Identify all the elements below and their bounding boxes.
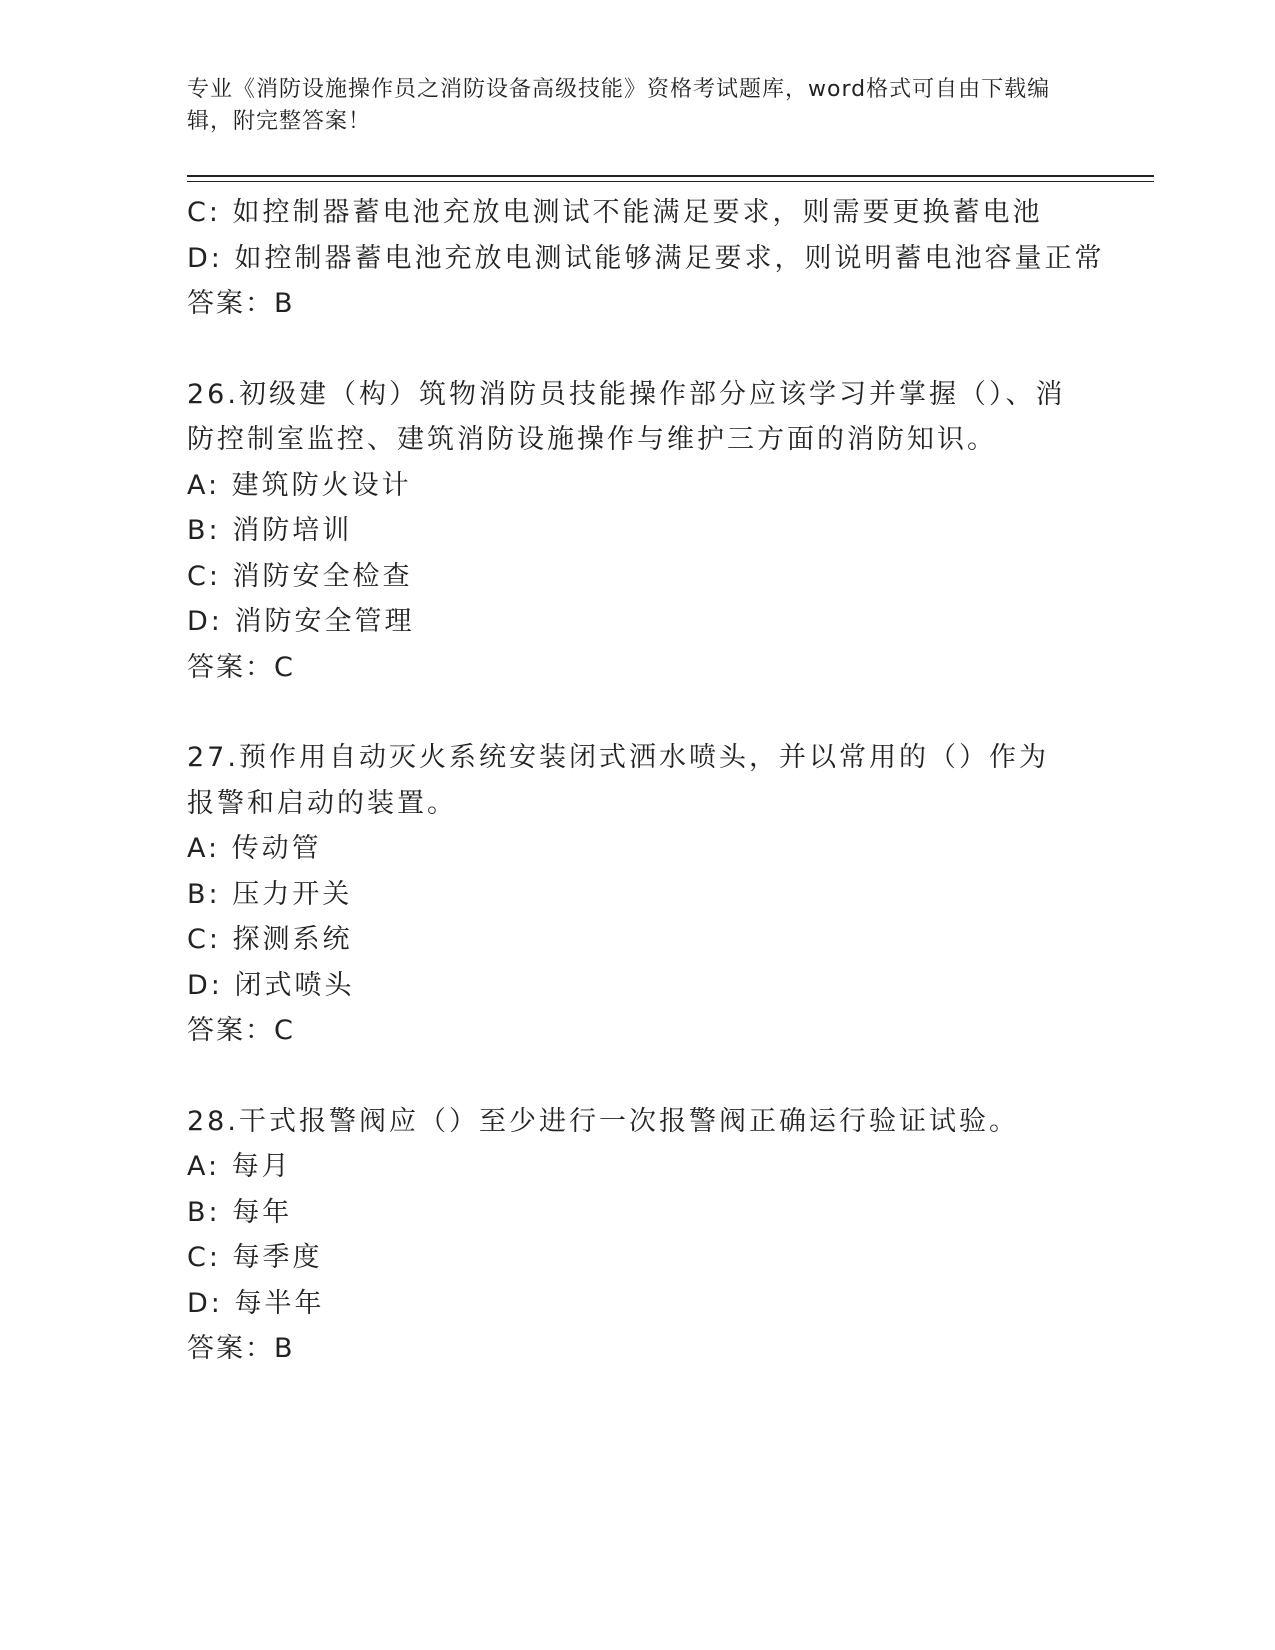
answer-label: 答案：C [187,1015,295,1046]
answer-label: 答案：B [187,288,295,319]
header-rule-thick [187,175,1154,177]
option-a: A: 建筑防火设计 [187,469,412,501]
question-content [187,190,1105,1372]
option-d: D: 闭式喷头 [187,969,355,1001]
option-d: D: 消防安全管理 [187,606,415,637]
option-b: B: 每年 [187,1196,293,1228]
prev-question-block [187,190,1105,327]
header-rule-thin [187,181,1154,182]
question-block-28 [187,1099,1087,1372]
spacer [187,690,1087,735]
answer-label: 答案：B [187,1333,295,1364]
document-header: 专业《消防设施操作员之消防设备高级技能》资格考试题库，word格式可自由下载编辑，附完整答案！ [187,77,1051,134]
question-stem: 26.初级建（构）筑物消防员技能操作部分应该学习并掌握（）、消防控制室监控、建筑消防设施操作与维护三方面的消防知识。 [187,378,1066,455]
option-c: C: 如控制器蓄电池充放电测试不能满足要求，则需要更换蓄电池 [187,197,1043,228]
option-b: B: 压力开关 [187,878,353,910]
option-d: D: 每半年 [187,1287,325,1319]
spacer [187,1054,1087,1099]
option-a: A: 每月 [187,1151,292,1182]
option-a: A: 传动管 [187,833,322,864]
option-d: D: 如控制器蓄电池充放电测试能够满足要求，则说明蓄电池容量正常 [187,242,1105,274]
option-c: C: 探测系统 [187,924,353,955]
question-block-26 [187,372,1087,691]
answer-label: 答案：C [187,651,295,683]
question-stem: 28.干式报警阀应（）至少进行一次报警阀正确运行验证试验。 [187,1105,1019,1137]
question-block-27 [187,735,1087,1054]
option-c: C: 每季度 [187,1242,323,1273]
spacer [187,327,1087,372]
option-b: B: 消防培训 [187,515,353,546]
option-c: C: 消防安全检查 [187,560,413,592]
question-stem: 27.预作用自动灭火系统安装闭式洒水喷头，并以常用的（）作为报警和启动的装置。 [187,742,1049,819]
